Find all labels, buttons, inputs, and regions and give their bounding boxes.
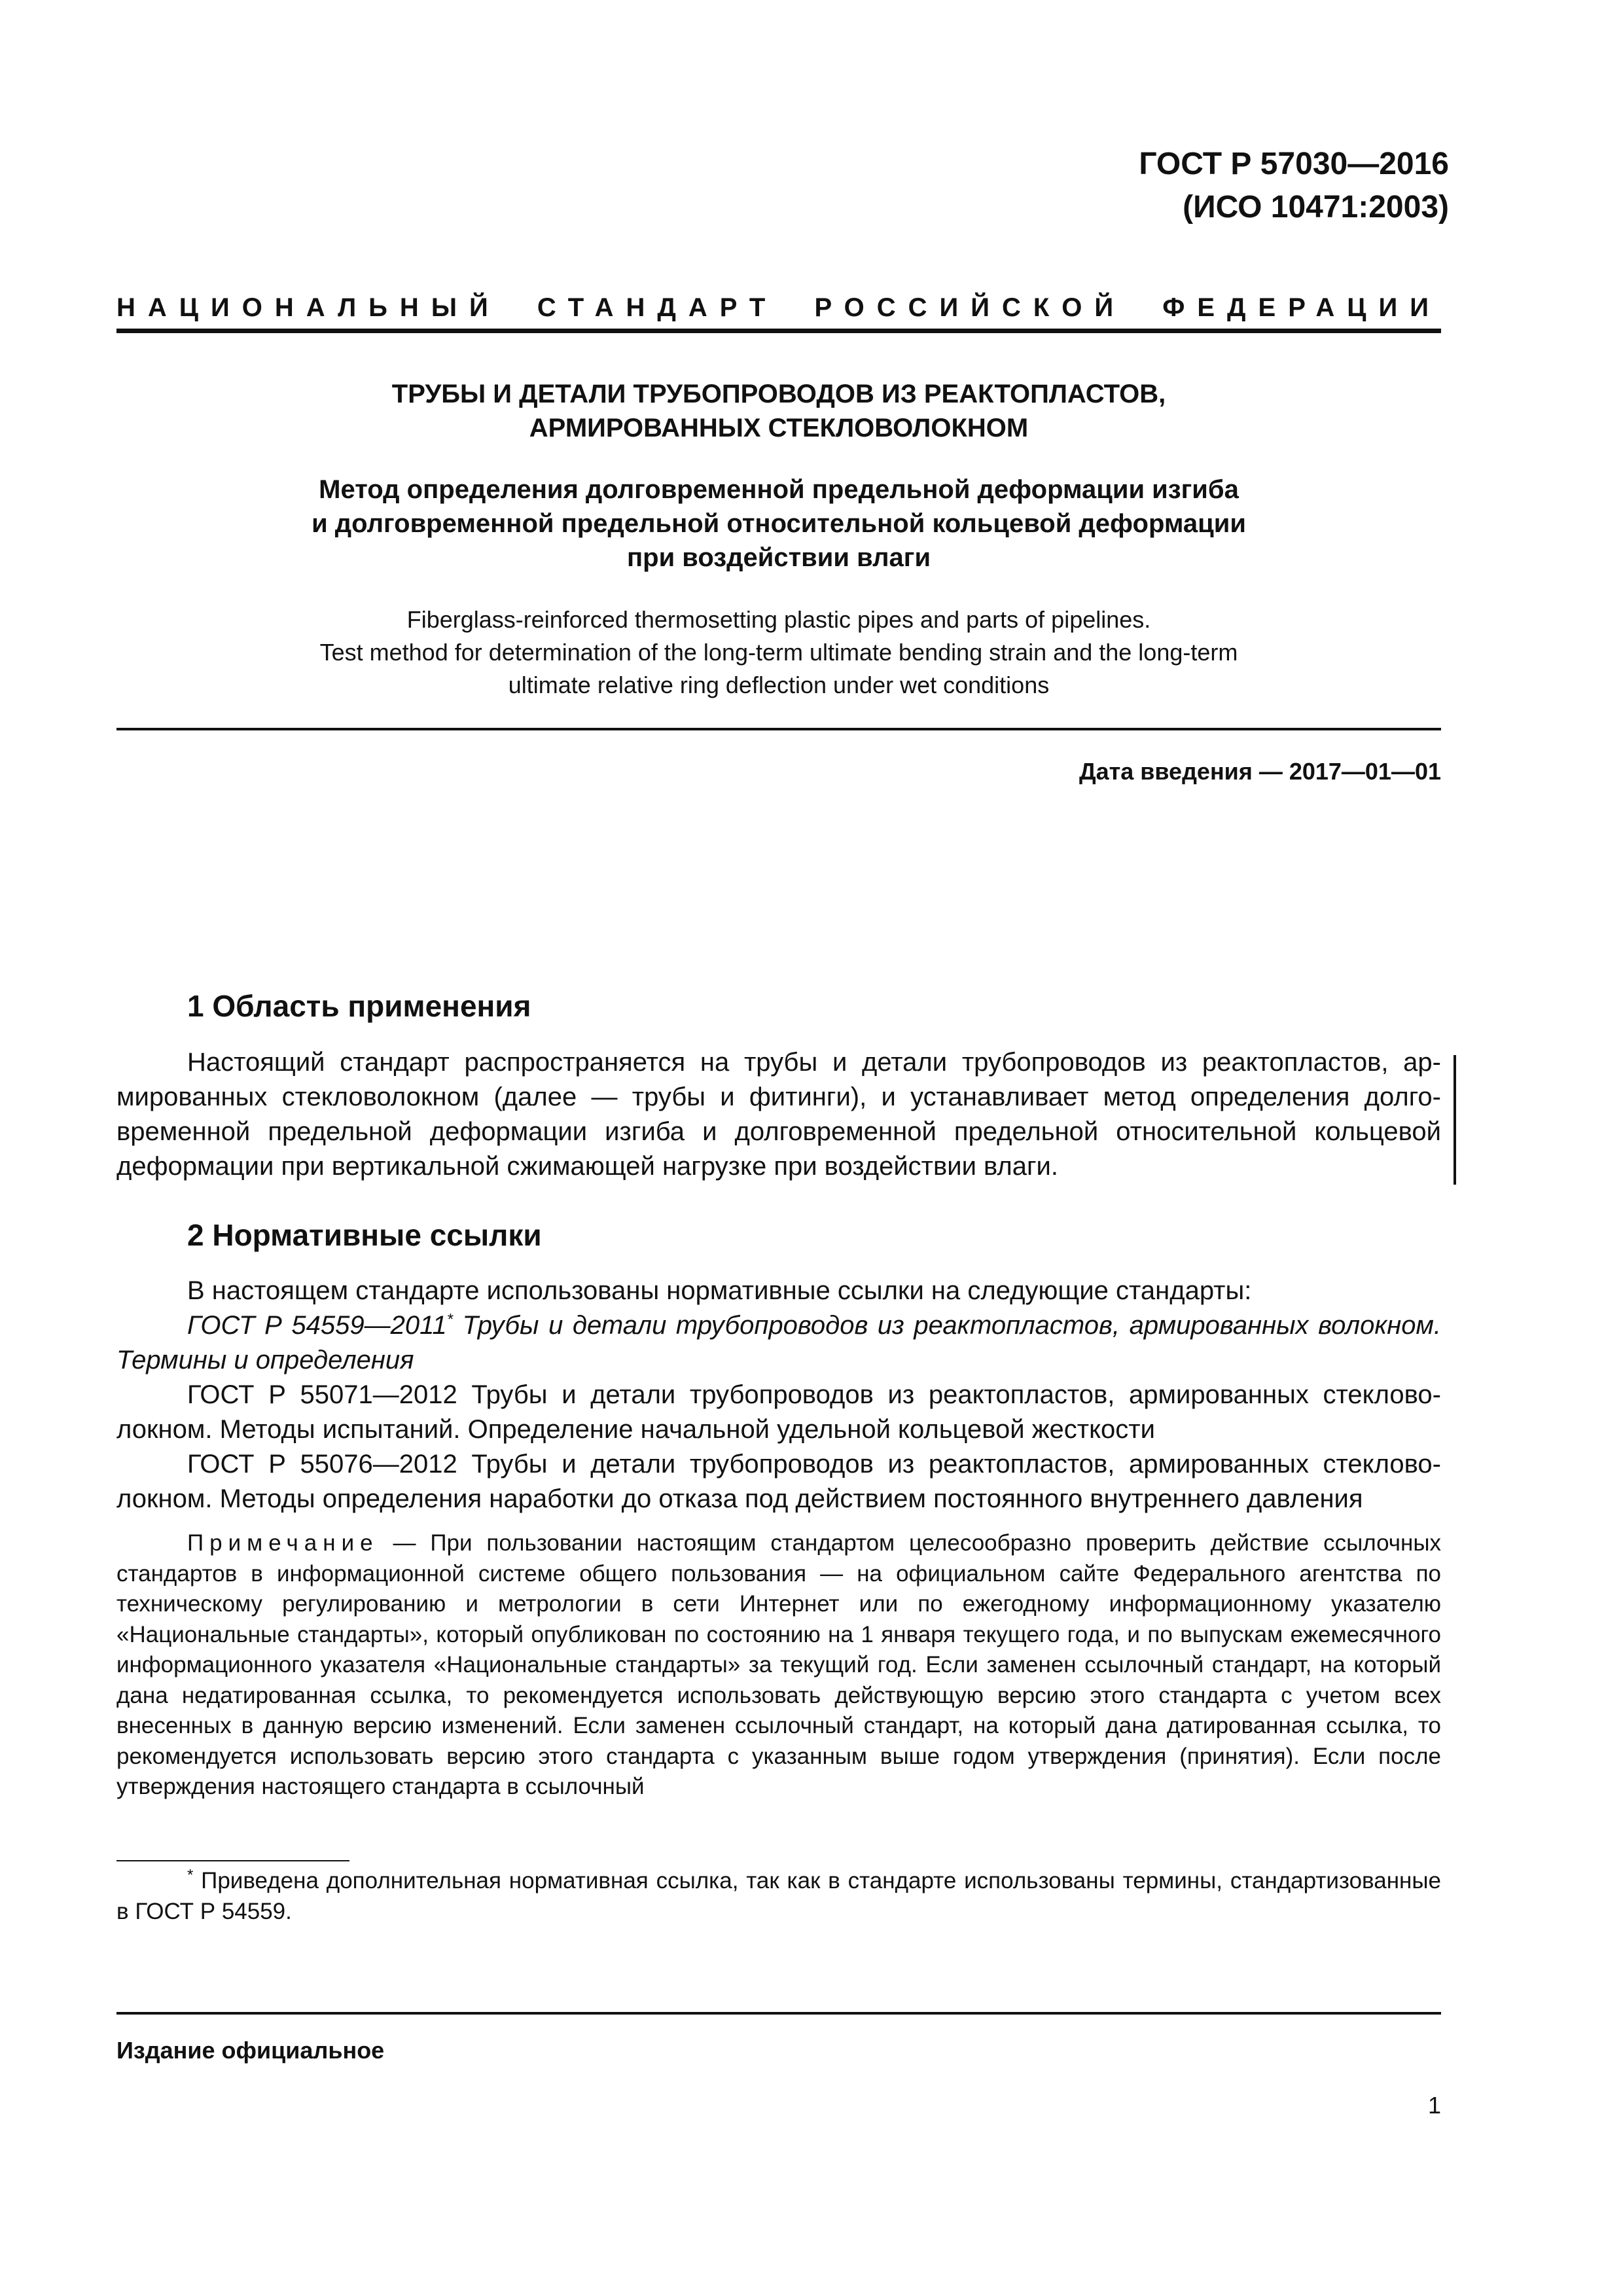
section-1-text: Настоящий стандарт распространяется на трубы и детали трубопроводов из реактопластов, армированных стекловолокном (далее — трубы и фитинги), и устанавливает метод определения долговременной предельной деформации изгиба и долговременной предельной относительной кольцевой деформации при вертикальной сжимающей нагрузке при воздействии влаги. (116, 1048, 1441, 1181)
section-2-heading: 2 Нормативные ссылки (187, 1218, 542, 1252)
subtitle-line: Метод определения долговременной предельной деформации изгиба (319, 475, 1239, 504)
footer-divider (116, 2012, 1441, 2015)
reference-item: ГОСТ Р 55076—2012 Трубы и детали трубопроводов из реактопластов, армированных стекловолокном. Методы определения наработки до отказа под действием постоянного внутреннего давления (116, 1450, 1441, 1513)
change-bar (1454, 1055, 1456, 1185)
english-title (116, 603, 1441, 702)
footnote-divider (116, 1860, 349, 1861)
reference-item (116, 1308, 1441, 1378)
introduction-date: Дата введения — 2017—01—01 (1079, 758, 1441, 785)
english-title-line: Test method for determination of the long-term ultimate bending strain and the long-term (319, 639, 1238, 666)
document-header (1139, 143, 1449, 229)
note-text: — При пользовании настоящим стандартом целесообразно проверить действие ссылочных стандартов в информационной системе общего пользования — на официальном сайте Федерального агентства по техническому регулированию и метрологии в сети Интернет или по ежегодному информационному указателю «Национальные стандарты», который опубликован по состоянию на 1 января текущего года, и по выпускам ежемесячного информационного указателя «Национальные стандарты» за текущий год. Если заменен ссылочный стандарт, на который дана недатированная ссылка, то рекомендуется использовать действующую версию этого стандарта с учетом всех внесенных в данную версию изменений. Если заменен ссылочный стандарт, на который дана датированная ссылка, то рекомендуется использовать версию этого стандарта с указанным выше годом утверждения (принятия). Если после утверждения настоящего стандарта в ссылочный (116, 1530, 1441, 1799)
title-line: ТРУБЫ И ДЕТАЛИ ТРУБОПРОВОДОВ ИЗ РЕАКТОПЛАСТОВ, (391, 380, 1166, 408)
banner-word: СТАНДАРТ (537, 293, 778, 322)
footnote-text: Приведена дополнительная нормативная ссылка, так как в стандарте использованы термины, стандартизованные в ГОСТ Р 54559. (116, 1868, 1441, 1924)
subtitle-line: и долговременной предельной относительной кольцевой деформации (312, 509, 1246, 538)
document-title (116, 377, 1441, 445)
subtitle-line: при воздействии влаги (626, 543, 931, 572)
footnote-marker: * (446, 1310, 454, 1329)
national-standard-banner (116, 293, 1441, 323)
section-1-heading: 1 Область применения (187, 989, 531, 1023)
banner-word: НАЦИОНАЛЬНЫЙ (116, 293, 501, 322)
footnote (116, 1865, 1441, 1927)
banner-word: РОССИЙСКОЙ (814, 293, 1126, 322)
note (116, 1528, 1441, 1803)
title-line: АРМИРОВАННЫХ СТЕКЛОВОЛОКНОМ (529, 414, 1029, 442)
section-2-intro: В настоящем стандарте использованы нормативные ссылки на следующие стандарты: (187, 1276, 1252, 1305)
english-title-line: ultimate relative ring deflection under wet conditions (508, 672, 1050, 698)
note-label: Примечание (187, 1530, 379, 1556)
title-divider (116, 728, 1441, 730)
doc-number: ГОСТ Р 57030—2016 (1139, 147, 1449, 181)
official-edition-label: Издание официальное (116, 2037, 385, 2064)
page-number: 1 (1427, 2092, 1441, 2119)
banner-divider (116, 329, 1441, 333)
iso-number: (ИСО 10471:2003) (1183, 190, 1449, 224)
reference-item: ГОСТ Р 55071—2012 Трубы и детали трубопроводов из реактопластов, армированных стекловолокном. Методы испытаний. Определение начальной удельной кольцевой жесткости (116, 1380, 1441, 1444)
footnote-marker: * (187, 1866, 194, 1884)
english-title-line: Fiberglass-reinforced thermosetting plastic pipes and parts of pipelines. (406, 606, 1151, 633)
banner-word: ФЕДЕРАЦИИ (1162, 293, 1441, 322)
reference-code: ГОСТ Р 54559—2011 (187, 1311, 447, 1340)
reference-title: Трубы и детали трубопроводов из реактопластов, армированных волокном. Термины и определения (116, 1311, 1442, 1374)
document-subtitle (116, 473, 1441, 575)
